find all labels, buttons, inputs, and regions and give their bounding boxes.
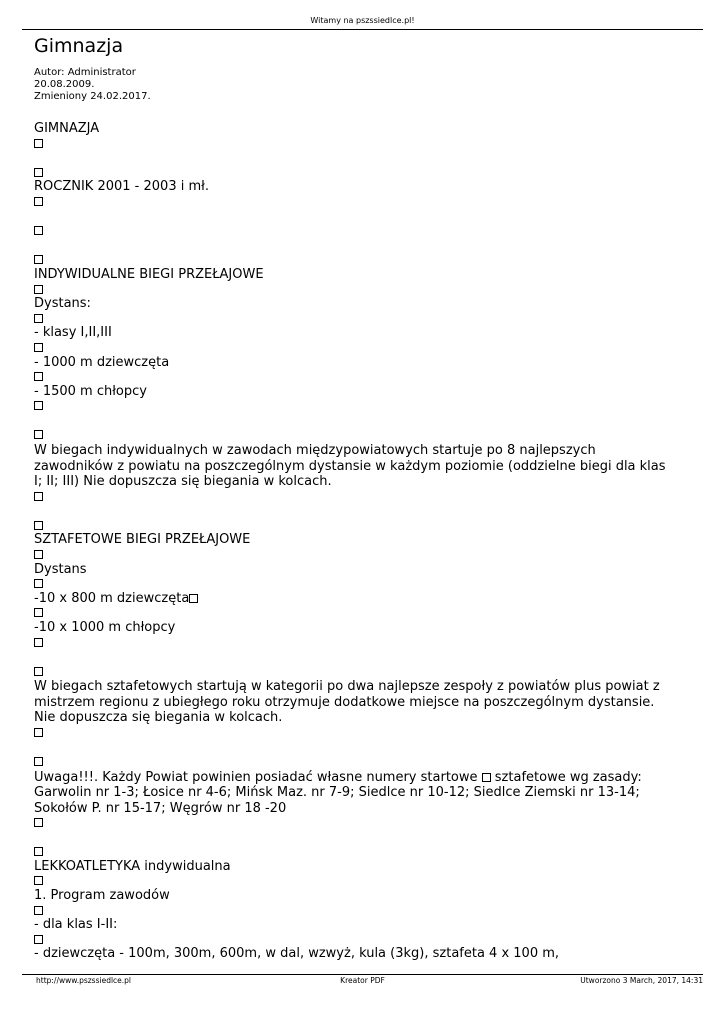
placeholder-box bbox=[34, 285, 43, 294]
placeholder-box bbox=[34, 372, 43, 381]
program-heading: 1. Program zawodów bbox=[34, 888, 170, 904]
placeholder-box bbox=[34, 430, 43, 439]
placeholder-box bbox=[34, 818, 43, 827]
distance-boys: - 1500 m chłopcy bbox=[34, 383, 147, 399]
placeholder-box bbox=[34, 226, 43, 235]
footer-creator: Kreator PDF bbox=[340, 976, 385, 985]
dystans-label-2: Dystans bbox=[34, 561, 87, 577]
distance-girls: - 1000 m dziewczęta bbox=[34, 354, 170, 370]
footer-timestamp: Utworzono 3 March, 2017, 14:31 bbox=[580, 976, 703, 985]
classes-line: - dla klas I-II: bbox=[34, 917, 118, 933]
placeholder-box bbox=[34, 876, 43, 885]
created-date: 20.08.2009. bbox=[34, 79, 95, 90]
paragraph-warning bbox=[34, 770, 674, 817]
girls-program-line: - dziewczęta - 100m, 300m, 600m, w dal, wzwyż, kula (3kg), sztafeta 4 x 100 m, bbox=[34, 946, 560, 962]
article-meta bbox=[34, 67, 151, 103]
rocznik-line: ROCZNIK 2001 - 2003 i mł. bbox=[34, 179, 209, 195]
heading-gimnazja: GIMNAZJA bbox=[34, 121, 100, 136]
footer-divider bbox=[22, 974, 703, 975]
placeholder-box bbox=[34, 906, 43, 915]
page-header: Witamy na pszssiedlce.pl! bbox=[310, 16, 415, 25]
paragraph-individual-rules: W biegach indywidualnych w zawodach międzypowiatowych startuje po 8 najlepszych zawodników z powiatu na poszczególnym dystansie w każdym poziomie (oddzielne biegi dla klas I; II; III) Nie dopuszcza się biegania w kolcach. bbox=[34, 443, 666, 490]
placeholder-box bbox=[34, 579, 43, 588]
placeholder-box bbox=[34, 401, 43, 410]
placeholder-box bbox=[34, 935, 43, 944]
relay-girls: -10 x 800 m dziewczęta bbox=[34, 590, 190, 606]
heading-indywidualne: INDYWIDUALNE BIEGI PRZEŁAJOWE bbox=[34, 266, 264, 282]
placeholder-box bbox=[34, 757, 43, 766]
warning-text-start: Uwaga!!!. Każdy Powiat powinien posiadać własne numery startowe bbox=[34, 769, 478, 785]
placeholder-box bbox=[189, 594, 198, 603]
placeholder-box bbox=[482, 773, 491, 782]
article-body bbox=[34, 122, 674, 962]
placeholder-box bbox=[34, 314, 43, 323]
placeholder-box bbox=[34, 139, 43, 148]
klasy-line: - klasy I,II,III bbox=[34, 325, 112, 341]
paragraph-relay-rules: W biegach sztafetowych startują w kategorii po dwa najlepsze zespoły z powiatów plus powiat z mistrzem regionu z ubiegłego roku otrzymuje dodatkowe miejsce na poszczególnym dystansie. Nie dopuszcza się biegania w kolcach. bbox=[34, 679, 660, 726]
dystans-label: Dystans: bbox=[34, 296, 91, 312]
author-line: Autor: Administrator bbox=[34, 67, 136, 78]
placeholder-box bbox=[34, 343, 43, 352]
placeholder-box bbox=[34, 492, 43, 501]
placeholder-box bbox=[34, 168, 43, 177]
heading-lekkoatletyka: LEKKOATLETYKA indywidualna bbox=[34, 858, 231, 874]
placeholder-box bbox=[34, 667, 43, 676]
placeholder-box bbox=[34, 550, 43, 559]
article-title: Gimnazja bbox=[34, 35, 124, 57]
modified-date: Zmieniony 24.02.2017. bbox=[34, 91, 151, 102]
placeholder-box bbox=[34, 521, 43, 530]
heading-sztafetowe: SZTAFETOWE BIEGI PRZEŁAJOWE bbox=[34, 532, 251, 548]
placeholder-box bbox=[34, 255, 43, 264]
relay-boys: -10 x 1000 m chłopcy bbox=[34, 619, 176, 635]
placeholder-box bbox=[34, 728, 43, 737]
placeholder-box bbox=[34, 638, 43, 647]
placeholder-box bbox=[34, 197, 43, 206]
placeholder-box bbox=[34, 608, 43, 617]
footer-url[interactable]: http://www.pszssiedlce.pl bbox=[36, 976, 132, 985]
placeholder-box bbox=[34, 847, 43, 856]
warning-text-end: sztafetowe wg zasady: Garwolin nr 1-3; Łosice nr 4-6; Mińsk Maz. nr 7-9; Siedlce nr 10-12; Siedlce Ziemski nr 13-14; Sokołów P. nr 15-17; Węgrów nr 18 -20 bbox=[34, 769, 642, 816]
header-divider bbox=[22, 29, 703, 30]
